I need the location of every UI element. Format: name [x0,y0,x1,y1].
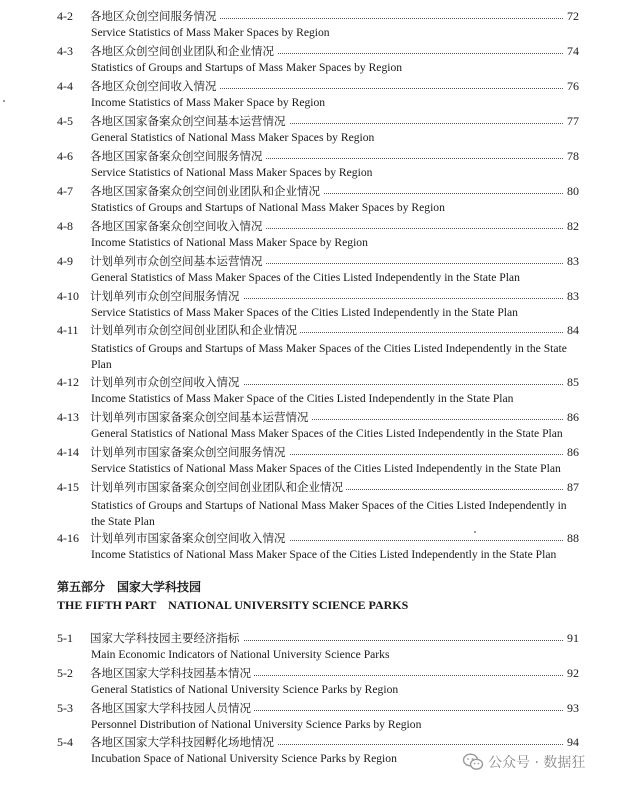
toc-entry-line [0,288,635,306]
entry-title-en: Main Economic Indicators of National University Science Parks [91,648,390,661]
entry-number: 4-2 [57,9,73,23]
entry-page-number: 87 [564,479,579,495]
entry-title-zh: 计划单列市国家备案众创空间服务情况 [90,444,289,460]
toc-entry-line [0,183,635,201]
entry-title-en: Statistics of Groups and Startups of Mass Maker Spaces of the Cities Listed Independently in the State Plan [91,342,567,371]
entry-page-number: 92 [564,665,579,681]
entry-number: 5-4 [57,735,73,749]
entry-title-en: General Statistics of National University Science Parks by Region [91,683,399,696]
toc-entry-line [0,530,635,548]
entry-page-number: 86 [564,409,579,425]
entry-number: 4-13 [57,410,79,424]
entry-title-en: Service Statistics of National Mass Maker Spaces by Region [91,166,373,179]
entry-title-en: General Statistics of Mass Maker Spaces of the Cities Listed Independently in the State Plan [91,271,520,284]
entry-number: 5-3 [57,701,73,715]
entry-number: 4-12 [57,375,79,389]
entry-title-zh: 计划单列市众创空间创业团队和企业情况 [90,322,300,338]
entry-page-number: 84 [564,322,579,338]
entry-title-zh: 各地区国家备案众创空间收入情况 [90,218,266,234]
entry-number: 4-10 [57,289,79,303]
toc-entry-line [0,374,635,392]
entry-page-number: 83 [564,253,579,269]
wechat-icon [462,752,484,772]
entry-page-number: 86 [564,444,579,460]
entry-title-zh: 计划单列市国家备案众创空间创业团队和企业情况 [90,479,346,495]
entry-page-number: 91 [564,630,579,646]
watermark [462,752,585,772]
entry-title-en: Statistics of Groups and Startups of Mass Maker Spaces by Region [91,61,403,74]
scan-speck [474,531,476,533]
entry-title-en: General Statistics of National Mass Maker Spaces by Region [91,131,375,144]
entry-number: 4-4 [57,79,73,93]
entry-page-number: 85 [564,374,579,390]
entry-page-number: 78 [564,148,579,164]
entry-number: 4-16 [57,531,79,545]
entry-number: 4-15 [57,480,79,494]
entry-page-number: 93 [564,700,579,716]
entry-title-zh: 各地区国家大学科技园孵化场地情况 [90,734,277,750]
entry-number: 4-3 [57,44,73,58]
entry-number: 5-2 [57,666,73,680]
entry-title-en: Income Statistics of Mass Maker Space by Region [91,96,326,109]
entry-number: 4-6 [57,149,73,163]
entry-title-zh: 各地区国家大学科技园人员情况 [90,700,254,716]
toc-entry-line [0,322,635,340]
entry-title-zh: 各地区国家备案众创空间服务情况 [90,148,266,164]
entry-title-zh: 各地区国家大学科技园基本情况 [90,665,254,681]
entry-title-zh: 计划单列市国家备案众创空间收入情况 [90,530,289,546]
entry-title-zh: 各地区国家备案众创空间基本运营情况 [90,113,289,129]
scan-speck [3,100,5,102]
toc-entry-line [0,43,635,61]
entry-title-en: Income Statistics of National Mass Maker Space by Region [91,236,368,249]
entry-page-number: 77 [564,113,579,129]
entry-title-zh: 各地区众创空间服务情况 [90,8,220,24]
entry-number: 4-9 [57,254,73,268]
entry-title-en: Income Statistics of National Mass Maker Space of the Cities Listed Independently in the State Plan [91,548,557,561]
entry-title-en: Income Statistics of Mass Maker Space of the Cities Listed Independently in the State Plan [91,392,514,405]
entry-title-zh: 各地区众创空间收入情况 [90,78,220,94]
entry-page-number: 94 [564,734,579,750]
entry-page-number: 72 [564,8,579,24]
toc-entry-line [0,8,635,26]
watermark-text: 公众号 · 数据狂 [488,755,586,771]
entry-number: 5-1 [57,631,73,645]
toc-entry-line [0,444,635,462]
toc-entry-line [0,700,635,718]
toc-entry-line [0,409,635,427]
entry-title-en: Service Statistics of National Mass Maker Spaces of the Cities Listed Independently in the State Plan [91,462,561,475]
entry-number: 4-14 [57,445,79,459]
toc-entry-line [0,479,635,497]
toc-entry-line [0,665,635,683]
entry-page-number: 88 [564,530,579,546]
part-five-heading-zh: 第五部分 国家大学科技园 [57,580,202,594]
entry-number: 4-5 [57,114,73,128]
entry-title-zh: 各地区国家备案众创空间创业团队和企业情况 [90,183,323,199]
entry-page-number: 74 [564,43,579,59]
toc-entry-line [0,734,635,752]
toc-entry-line [0,148,635,166]
toc-entry-line [0,253,635,271]
entry-page-number: 83 [564,288,579,304]
toc-entry-line [0,630,635,648]
entry-number: 4-7 [57,184,73,198]
toc-entry-line [0,78,635,96]
entry-title-zh: 各地区众创空间创业团队和企业情况 [90,43,277,59]
entry-title-zh: 计划单列市众创空间服务情况 [90,288,243,304]
part-five-heading-en: THE FIFTH PART NATIONAL UNIVERSITY SCIENCE PARKS [57,598,409,612]
toc-entry-line [0,113,635,131]
entry-title-zh: 国家大学科技园主要经济指标 [90,630,243,646]
entry-number: 4-8 [57,219,73,233]
entry-page-number: 80 [564,183,579,199]
entry-title-zh: 计划单列市国家备案众创空间基本运营情况 [90,409,312,425]
entry-title-zh: 计划单列市众创空间收入情况 [90,374,243,390]
entry-title-en: Service Statistics of Mass Maker Spaces by Region [91,26,330,39]
entry-title-en: General Statistics of National Mass Maker Spaces of the Cities Listed Independently in the State Plan [91,427,563,440]
entry-page-number: 82 [564,218,579,234]
entry-page-number: 76 [564,78,579,94]
entry-title-en: Statistics of Groups and Startups of National Mass Maker Spaces of the Cities Listed Independently in the State Plan [91,499,567,528]
entry-title-en: Service Statistics of Mass Maker Spaces of the Cities Listed Independently in the State Plan [91,306,518,319]
entry-title-en: Incubation Space of National University Science Parks by Region [91,752,397,765]
entry-title-zh: 计划单列市众创空间基本运营情况 [90,253,266,269]
entry-number: 4-11 [57,323,79,337]
toc-entry-line [0,218,635,236]
entry-title-en: Statistics of Groups and Startups of National Mass Maker Spaces by Region [91,201,445,214]
entry-title-en: Personnel Distribution of National University Science Parks by Region [91,718,422,731]
